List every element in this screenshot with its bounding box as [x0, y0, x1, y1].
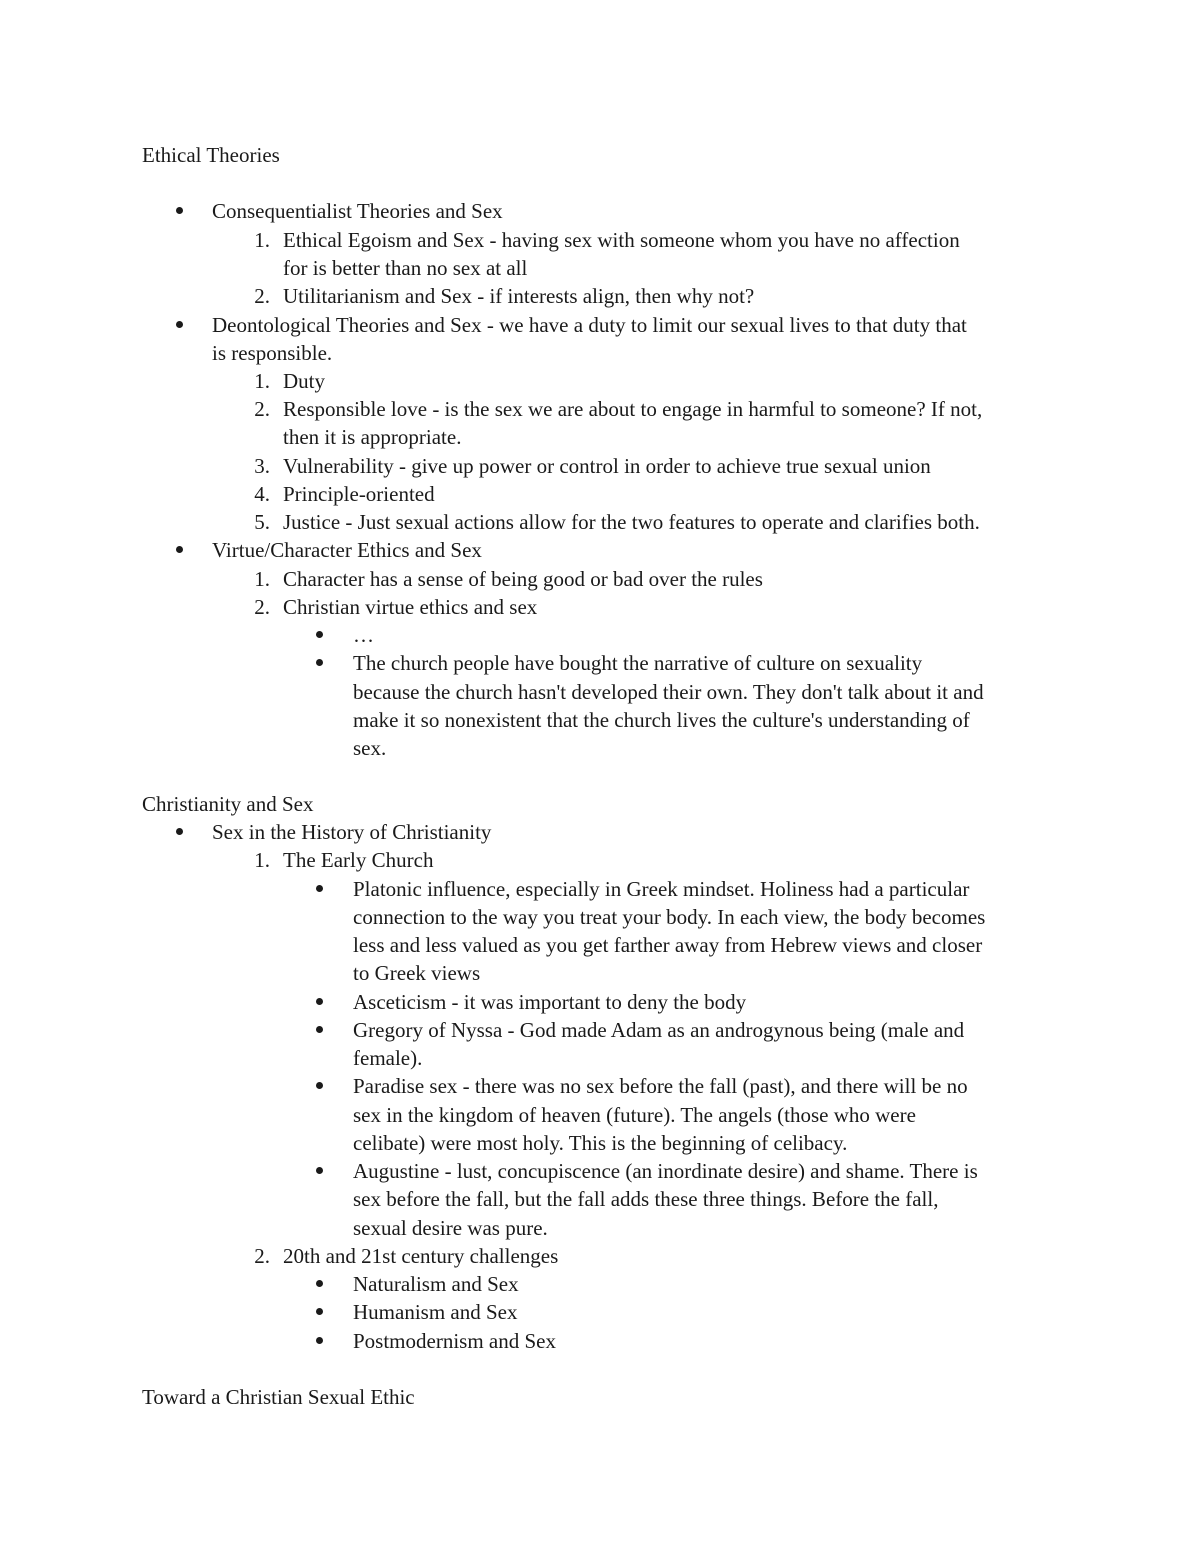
list-item-continuation: sex before the fall, but the fall adds these three things. Before the fall, — [353, 1187, 939, 1211]
list-item: Duty — [283, 369, 325, 393]
bullet-icon — [316, 621, 323, 649]
list-item: Consequentialist Theories and Sex — [212, 199, 503, 223]
list-item: Sex in the History of Christianity — [212, 820, 492, 844]
bullet-icon — [316, 988, 323, 1016]
list-item: Justice - Just sexual actions allow for the two features to operate and clarifies both. — [283, 510, 980, 534]
bullet-icon — [316, 1327, 323, 1355]
list-item-continuation: celibate) were most holy. This is the beginning of celibacy. — [353, 1131, 848, 1155]
list-item: The Early Church — [283, 848, 434, 872]
bullet-icon — [316, 1157, 323, 1185]
list-item-continuation: female). — [353, 1046, 423, 1070]
list-item-continuation: for is better than no sex at all — [283, 256, 528, 280]
list-item: Postmodernism and Sex — [353, 1329, 556, 1353]
list-item: Paradise sex - there was no sex before the fall (past), and there will be no — [353, 1074, 968, 1098]
list-item: Principle-oriented — [283, 482, 435, 506]
list-item: 20th and 21st century challenges — [283, 1244, 559, 1268]
list-number: 1. — [254, 567, 270, 591]
list-item: Augustine - lust, concupiscence (an inordinate desire) and shame. There is — [353, 1159, 978, 1183]
list-item: Deontological Theories and Sex - we have a duty to limit our sexual lives to that duty that — [212, 313, 967, 337]
list-item-continuation: to Greek views — [353, 961, 481, 985]
list-item: Christian virtue ethics and sex — [283, 595, 538, 619]
list-number: 2. — [254, 284, 270, 308]
list-item: Humanism and Sex — [353, 1300, 518, 1324]
list-item: Virtue/Character Ethics and Sex — [212, 538, 482, 562]
bullet-icon — [316, 875, 323, 903]
list-item: Responsible love - is the sex we are about to engage in harmful to someone? If not, — [283, 397, 983, 421]
list-item: Ethical Egoism and Sex - having sex with someone whom you have no affection — [283, 228, 960, 252]
list-number: 1. — [254, 369, 270, 393]
bullet-icon — [176, 818, 183, 846]
list-item-continuation: then it is appropriate. — [283, 425, 462, 449]
list-item: Utilitarianism and Sex - if interests align, then why not? — [283, 284, 755, 308]
list-number: 3. — [254, 454, 270, 478]
list-item-continuation: connection to the way you treat your body. In each view, the body becomes — [353, 905, 986, 929]
bullet-icon — [176, 197, 183, 225]
bullet-icon — [316, 1016, 323, 1044]
list-number: 4. — [254, 482, 270, 506]
section-heading: Ethical Theories — [142, 143, 280, 167]
list-item-continuation: less and less valued as you get farther away from Hebrew views and closer — [353, 933, 983, 957]
bullet-icon — [316, 649, 323, 677]
list-number: 5. — [254, 510, 270, 534]
bullet-icon — [176, 311, 183, 339]
list-number: 2. — [254, 595, 270, 619]
list-number: 2. — [254, 397, 270, 421]
list-item-continuation: make it so nonexistent that the church lives the culture's understanding of — [353, 708, 970, 732]
list-item-continuation: sex in the kingdom of heaven (future). The angels (those who were — [353, 1103, 916, 1127]
list-item: Platonic influence, especially in Greek mindset. Holiness had a particular — [353, 877, 970, 901]
list-item: Vulnerability - give up power or control in order to achieve true sexual union — [283, 454, 931, 478]
bullet-icon — [316, 1270, 323, 1298]
bullet-icon — [316, 1298, 323, 1326]
list-item: Gregory of Nyssa - God made Adam as an androgynous being (male and — [353, 1018, 965, 1042]
list-number: 2. — [254, 1244, 270, 1268]
section-heading: Toward a Christian Sexual Ethic — [142, 1385, 415, 1409]
list-item-continuation: because the church hasn't developed their own. They don't talk about it and — [353, 680, 984, 704]
bullet-icon — [316, 1072, 323, 1100]
list-number: 1. — [254, 848, 270, 872]
list-item-continuation: is responsible. — [212, 341, 333, 365]
list-item: Character has a sense of being good or bad over the rules — [283, 567, 763, 591]
section-heading: Christianity and Sex — [142, 792, 314, 816]
list-item: The church people have bought the narrative of culture on sexuality — [353, 651, 923, 675]
list-item: … — [353, 623, 374, 647]
list-item-continuation: sexual desire was pure. — [353, 1216, 548, 1240]
list-item: Naturalism and Sex — [353, 1272, 519, 1296]
list-number: 1. — [254, 228, 270, 252]
list-item: Asceticism - it was important to deny the body — [353, 990, 747, 1014]
list-item-continuation: sex. — [353, 736, 387, 760]
bullet-icon — [176, 536, 183, 564]
